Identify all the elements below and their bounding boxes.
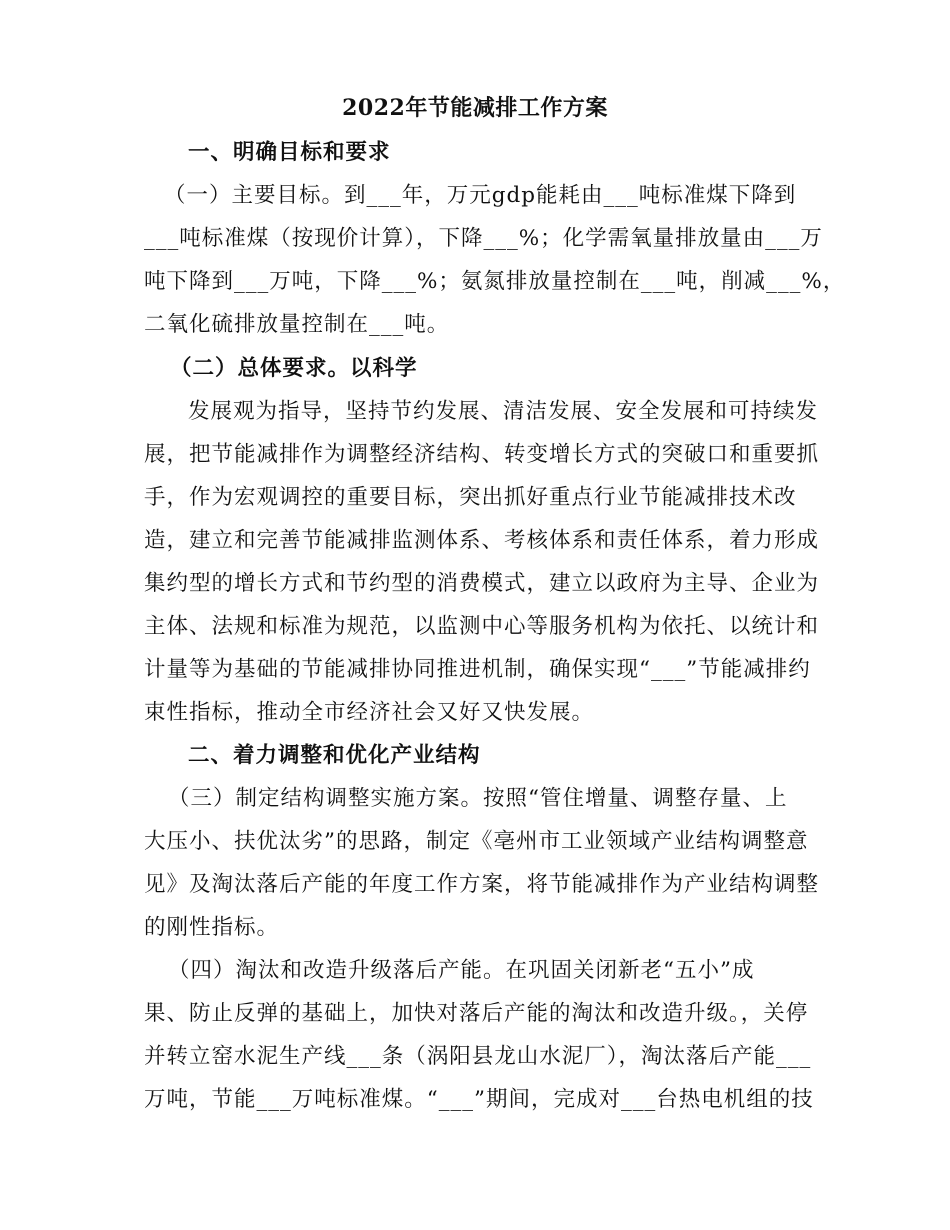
paragraph-line: 展，把节能减排作为调整经济结构、转变增长方式的突破口和重要抓	[144, 442, 820, 467]
paragraph-line: 吨下降到___万吨，下降___%；氨氮排放量控制在___吨，削减___%，	[144, 269, 846, 294]
paragraph-line: 大压小、扶优汰劣”的思路，制定《亳州市工业领域产业结构调整意	[144, 829, 809, 854]
paragraph-line: （四）淘汰和改造升级落后产能。在巩固关闭新老“五小”成	[168, 958, 755, 983]
paragraph-line: 手，作为宏观调控的重要目标，突出抓好重点行业节能减排技术改	[144, 485, 797, 510]
document-title: 2022年节能减排工作方案	[342, 95, 608, 121]
paragraph-line: 计量等为基础的节能减排协同推进机制，确保实现“___”节能减排约	[144, 657, 811, 682]
section-heading-1: 一、明确目标和要求	[188, 140, 391, 165]
paragraph-line: 二氧化硫排放量控制在___吨。	[144, 312, 450, 337]
paragraph-line: 的刚性指标。	[144, 915, 280, 940]
paragraph-line: （一）主要目标。到___年，万元gdp能耗由___吨标准煤下降到	[164, 183, 797, 208]
paragraph-line: 见》及淘汰落后产能的年度工作方案，将节能减排作为产业结构调整	[144, 872, 820, 897]
paragraph-line: （三）制定结构调整实施方案。按照“管住增量、调整存量、上	[168, 786, 788, 811]
paragraph-line: 造，建立和完善节能减排监测体系、考核体系和责任体系，着力形成	[144, 528, 820, 553]
paragraph-line: 万吨，节能___万吨标准煤。“___”期间，完成对___台热电机组的技	[144, 1087, 814, 1112]
paragraph-line: ___吨标准煤（按现价计算），下降___%；化学需氧量排放量由___万	[144, 226, 823, 251]
section-heading-2: 二、着力调整和优化产业结构	[188, 743, 481, 768]
paragraph-line: 束性指标，推动全市经济社会又好又快发展。	[144, 700, 595, 725]
paragraph-line: 主体、法规和标准为规范，以监测中心等服务机构为依托、以统计和	[144, 614, 820, 639]
paragraph-line: 果、防止反弹的基础上，加快对落后产能的淘汰和改造升级。，关停	[144, 1001, 809, 1026]
subsection-heading: （二）总体要求。以科学	[170, 356, 418, 381]
paragraph-line: 并转立窑水泥生产线___条（涡阳县龙山水泥厂），淘汰落后产能___	[144, 1044, 812, 1069]
paragraph-line: 发展观为指导，坚持节约发展、清洁发展、安全发展和可持续发	[188, 399, 819, 424]
paragraph-line: 集约型的增长方式和节约型的消费模式，建立以政府为主导、企业为	[144, 571, 820, 596]
